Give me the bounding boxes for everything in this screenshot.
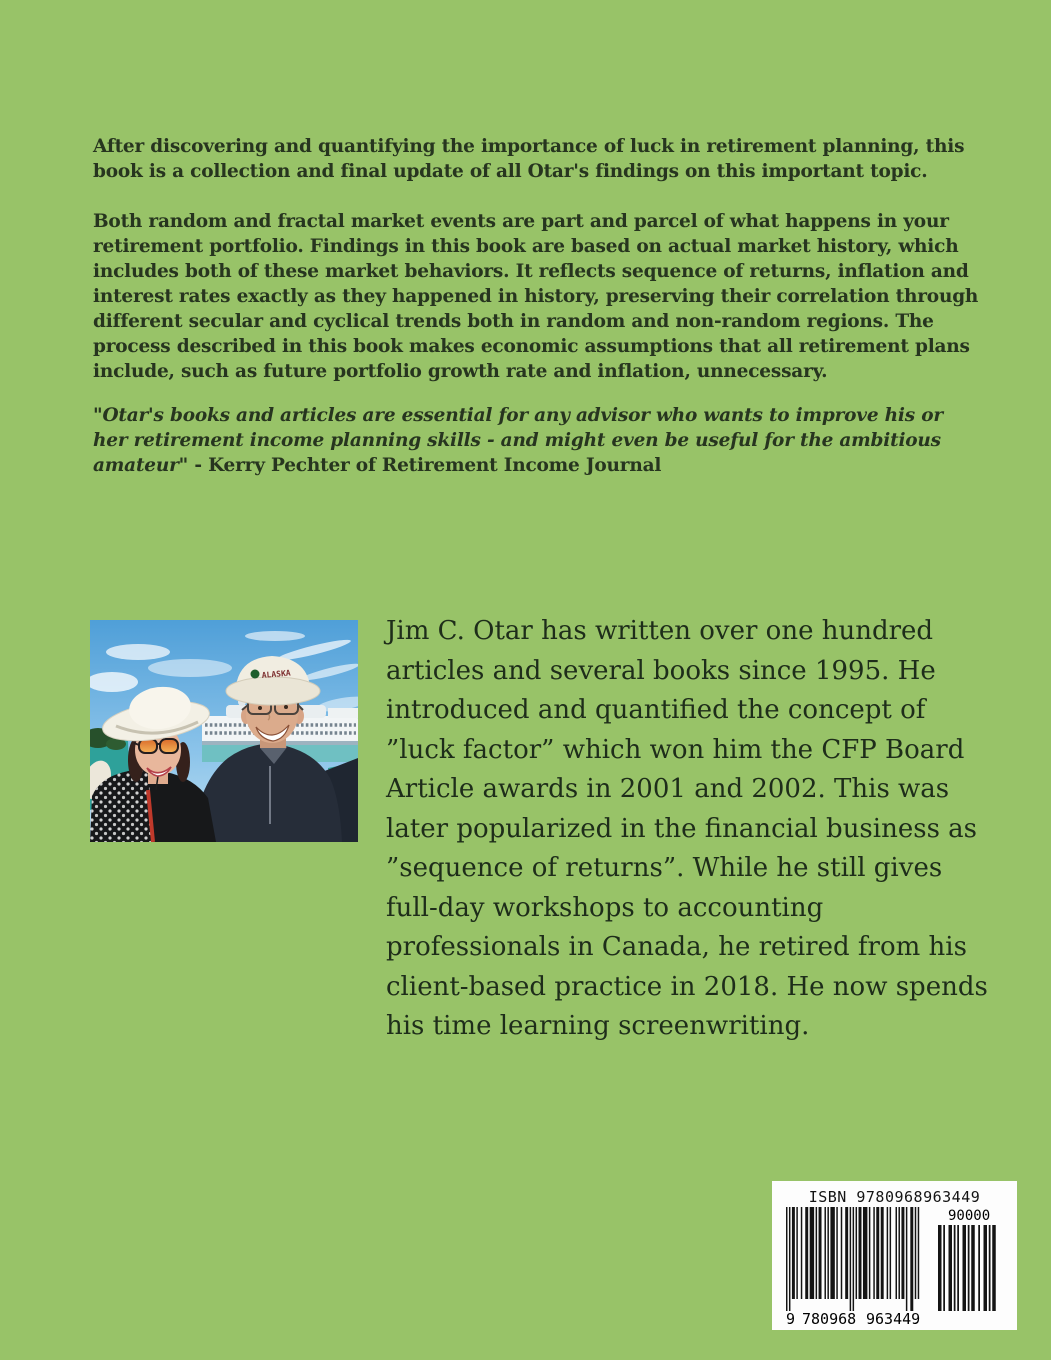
ean13-barcode — [786, 1207, 932, 1327]
price-code: 90000 — [948, 1208, 991, 1224]
isbn-digits-mid: 780968 — [802, 1310, 857, 1327]
author-bio — [386, 612, 988, 1047]
text-line: Article awards in 2001 and 2002. This was — [386, 774, 950, 804]
text-line: book is a collection and final update of all Otar's findings on this important topic. — [93, 161, 928, 182]
text-line: includes both of these market behaviors. It reflects sequence of returns, inflation and — [93, 261, 969, 282]
isbn-digit-left: 9 — [786, 1310, 796, 1327]
text-line: articles and several books since 1995. He — [386, 655, 936, 686]
text-line: full-day workshops to accounting — [386, 892, 824, 923]
isbn-barcode-box — [772, 1181, 1017, 1330]
isbn-digits-right: 963449 — [866, 1310, 921, 1327]
text-line: his time learning screenwriting. — [386, 1011, 810, 1041]
text-line: professionals in Canada, he retired from his — [386, 932, 967, 962]
text-line: client-based practice in 2018. He now spends — [386, 971, 988, 1002]
blurb-paragraph-1 — [93, 134, 973, 184]
text-line: Jim C. Otar has written over one hundred — [386, 616, 934, 646]
text-line: different secular and cyclical trends both in random and non-random regions. The — [93, 311, 934, 332]
text-line: process described in this book makes economic assumptions that all retirement plans — [93, 336, 970, 357]
text-line: introduced and quantified the concept of — [386, 695, 926, 725]
text-line: interest rates exactly as they happened in history, preserving their correlation through — [93, 286, 979, 307]
back-cover-blurb — [93, 134, 979, 478]
text-line: retirement portfolio. Findings in this book are based on actual market history, which — [93, 236, 959, 257]
review-quote-text: "Otar's books and articles are essential for any advisor who wants to improve his or her retirement income planning skills - and might even be useful for the ambitious amateur" — [93, 405, 943, 476]
text-line: After discovering and quantifying the importance of luck in retirement planning, this — [93, 136, 965, 157]
price-addon-bars — [938, 1225, 996, 1311]
review-quote-attribution: - Kerry Pechter of Retirement Income Journal — [188, 455, 662, 476]
text-line: Both random and fractal market events are part and parcel of what happens in your — [93, 211, 949, 232]
text-line: ”sequence of returns”. While he still gives — [386, 853, 943, 883]
hat-text: ALASKA — [261, 668, 291, 680]
ean13-bars — [786, 1207, 919, 1311]
author-photo — [90, 620, 358, 842]
review-quote — [93, 403, 973, 478]
price-addon-barcode — [938, 1207, 1004, 1327]
text-line: later popularized in the financial business as — [386, 813, 978, 844]
text-line: ”luck factor” which won him the CFP Board — [386, 734, 965, 765]
hat-logo — [251, 670, 260, 679]
blurb-paragraph-2 — [93, 209, 979, 384]
isbn-label: ISBN 9780968963449 — [808, 1188, 981, 1206]
text-line: include, such as future portfolio growth rate and inflation, unnecessary. — [93, 361, 828, 382]
